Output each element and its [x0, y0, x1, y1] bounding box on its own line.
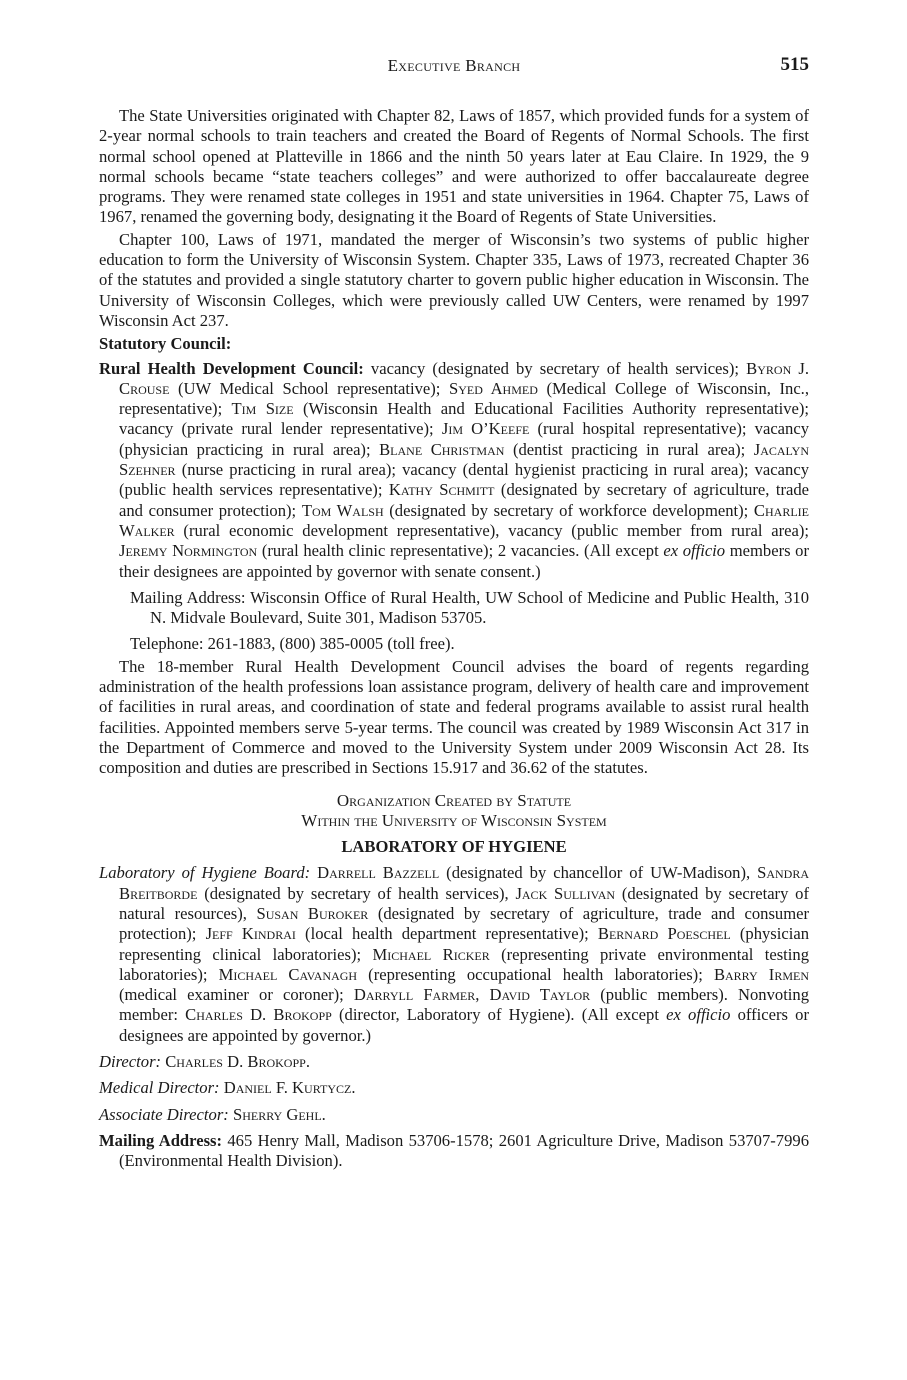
italic-text: Medical Director: — [99, 1078, 220, 1098]
text-run: vacancy (designated by secretary of health services); — [363, 358, 747, 378]
person-name: Charles D. Brokopp — [185, 1005, 332, 1025]
text-run: (designated by secretary of health services), — [197, 883, 516, 903]
person-name: Jim O’Keefe — [441, 419, 530, 439]
person-name: Tim Size — [231, 399, 294, 419]
person-name: Charles D. Brokopp — [165, 1052, 306, 1072]
text-run: (Medical College of Wisconsin, Inc., representative); — [119, 378, 809, 419]
person-name: Darrell Bazzell — [317, 863, 440, 883]
laboratory-mailing-address — [99, 1131, 809, 1172]
text-run: (UW Medical School representative); — [169, 378, 449, 398]
hygiene-board-entry — [99, 863, 809, 1046]
medical-director-entry — [99, 1078, 809, 1098]
text-run: (local health department representative); — [295, 924, 598, 944]
page-number: 515 — [780, 54, 809, 75]
text-run: (medical examiner or coroner); — [119, 985, 354, 1005]
mailing-address-label: Mailing Address: — [99, 1130, 223, 1150]
person-name: Charlie Walker — [119, 500, 809, 540]
text-run: . — [305, 1052, 310, 1072]
text-run: (representing private environmental testing laboratories); — [119, 944, 809, 984]
text-run: , — [475, 985, 490, 1005]
council-description: The 18-member Rural Health Development Council advises the board of regents regarding administration of the health professions loan assistance program, delivery of health care and improvement of facilities in rural areas, and coordination of state and federal programs available to assist rural health facilities. Appointed members serve 5-year terms. The council was created by 1989 Wisconsin Act 317 in the Department of Commerce and moved to the University System under 2009 Wisconsin Act 28. Its composition and duties are prescribed in Sections 15.917 and 36.62 of the statutes. — [99, 656, 809, 778]
text-run: officers or designees are appointed by governor.) — [119, 1005, 809, 1045]
person-name: Sherry Gehl — [232, 1104, 322, 1124]
person-name: Daniel F. Kurtycz — [223, 1078, 352, 1098]
person-name: Jeff Kindrai — [205, 924, 296, 944]
rural-health-council-entry — [99, 359, 809, 582]
text-run: (designated by secretary of agriculture, trade and consumer protection); — [119, 480, 810, 520]
person-name: Blane Christman — [379, 439, 505, 459]
history-paragraph-2: Chapter 100, Laws of 1971, mandated the merger of Wisconsin’s two systems of public higher education to form the University of Wisconsin System. Chapter 335, Laws of 1973, recreated Chapter 36 of the statutes and provided a single statutory charter to govern public higher education in Wisconsin. The University of Wisconsin Colleges, which were previously called UW Centers, were renamed by 1997 Wisconsin Act 237. — [99, 229, 809, 330]
text-run: (rural health clinic representative); 2 vacancies. (All except — [257, 541, 664, 561]
text-run: (designated by secretary of agriculture, trade and consumer protection); — [119, 903, 809, 944]
council-name: Rural Health Development Council: — [99, 358, 364, 378]
text-run: (physician representing clinical laboratories); — [119, 924, 810, 964]
organization-heading-line-2: Within the University of Wisconsin System — [301, 810, 607, 830]
text-run: (director, Laboratory of Hygiene). (All except — [331, 1005, 667, 1025]
text-run: (designated by secretary of natural resources), — [119, 883, 809, 923]
person-name: Barry Irmen — [713, 964, 809, 984]
italic-text: Laboratory of Hygiene Board: — [99, 863, 311, 883]
italic-text: ex officio — [663, 541, 726, 561]
person-name: Sandra Breitborde — [119, 863, 810, 903]
page-header — [99, 52, 809, 82]
italic-text: Associate Director: — [99, 1104, 229, 1124]
text-run: (designated by secretary of workforce development); — [383, 500, 754, 520]
text-run: (representing occupational health laboratories); — [357, 964, 714, 984]
person-name: Tom Walsh — [301, 500, 384, 520]
text-run: (rural economic development representative), vacancy (public member from rural area); — [174, 520, 809, 540]
director-entry — [99, 1052, 809, 1072]
person-name: Jeremy Normington — [119, 541, 258, 561]
person-name: Darryll Farmer — [353, 985, 476, 1005]
text-run: (rural hospital representative); vacancy (physician practicing in rural area); — [119, 419, 810, 459]
page-body — [99, 106, 809, 1172]
running-head: Executive Branch — [387, 56, 521, 75]
laboratory-title: LABORATORY OF HYGIENE — [341, 837, 567, 857]
person-name: Jack Sullivan — [515, 883, 616, 903]
person-name: Syed Ahmed — [448, 378, 538, 398]
person-name: Michael Cavanagh — [218, 964, 358, 984]
italic-text: ex officio — [666, 1005, 731, 1025]
person-name: Kathy Schmitt — [388, 480, 495, 500]
italic-text: Director: — [99, 1052, 162, 1072]
text-run: (designated by chancellor of UW-Madison), — [439, 863, 758, 883]
text-run: (dentist practicing in rural area); — [504, 439, 754, 459]
text-run: members or their designees are appointed by governor with senate consent.) — [119, 541, 810, 581]
person-name: Susan Buroker — [256, 903, 369, 923]
text-run: (Wisconsin Health and Educational Facilities Authority representative); vacancy (private rural lender representative); — [119, 399, 810, 439]
person-name: Byron J. Crouse — [119, 358, 809, 398]
history-paragraph-1: The State Universities originated with Chapter 82, Laws of 1857, which provided funds for a system of 2-year normal schools to train teachers and created the Board of Regents of Normal Schools. The first normal school opened at Platteville in 1866 and the ninth 50 years later at Eau Claire. In 1929, the 9 normal schools became “state teachers colleges” and were authorized to offer baccalaureate degree programs. They were renamed state colleges in 1951 and state universities in 1964. Chapter 75, Laws of 1967, renamed the governing body, designating it the Board of Regents of State Universities. — [99, 106, 809, 227]
mailing-address-text: 465 Henry Mall, Madison 53706-1578; 2601 Agriculture Drive, Madison 53707-7996 (Environmental Health Division). — [119, 1130, 809, 1171]
text-run: (nurse practicing in rural area); vacancy (dental hygienist practicing in rural area); vacancy (public health services representative); — [119, 460, 809, 500]
council-members — [119, 359, 809, 581]
person-name: David Taylor — [489, 985, 591, 1005]
statutory-council-heading: Statutory Council: — [99, 334, 232, 354]
text-run: . — [351, 1078, 356, 1098]
person-name: Jacalyn Szehner — [119, 439, 810, 480]
text-run: . — [321, 1104, 326, 1124]
text-run: (public members). Nonvoting member: — [119, 985, 810, 1025]
council-mailing-address: Mailing Address: Wisconsin Office of Rural Health, UW School of Medicine and Public Health, 310 N. Midvale Boulevard, Suite 301, Madison 53705. — [130, 587, 809, 628]
person-name: Bernard Poeschel — [597, 924, 731, 944]
person-name: Michael Ricker — [372, 944, 490, 964]
associate-director-entry — [99, 1105, 809, 1125]
organization-heading-line-1: Organization Created by Statute — [336, 790, 572, 810]
council-telephone: Telephone: 261-1883, (800) 385-0005 (toll free). — [130, 634, 455, 654]
document-page — [99, 52, 809, 1174]
